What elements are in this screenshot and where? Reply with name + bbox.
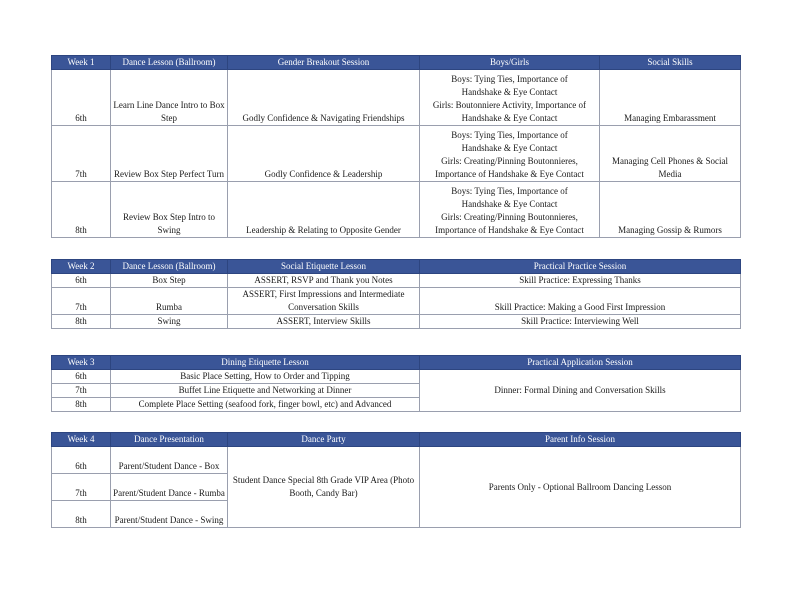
week4-presentation-header: Dance Presentation [111, 433, 228, 447]
week4-header-row [52, 433, 741, 447]
boys-girls-line: Boys: Tying Ties, Importance of [451, 74, 568, 84]
week3-schedule-table [51, 355, 741, 412]
dance-lesson-cell: Swing [111, 315, 228, 329]
parent-info-cell: Parents Only - Optional Ballroom Dancing Lesson [420, 447, 741, 528]
boys-girls-line: Handshake & Eye Contact [461, 87, 558, 97]
table-row [52, 126, 741, 182]
boys-girls-line: Girls: Boutonniere Activity, Importance of [432, 100, 587, 110]
dining-lesson-cell: Basic Place Setting, How to Order and Tipping [111, 370, 420, 384]
breakout-cell: Godly Confidence & Leadership [228, 126, 420, 182]
dining-lesson-cell: Buffet Line Etiquette and Networking at Dinner [111, 384, 420, 398]
dance-party-cell: Student Dance Special 8th Grade VIP Area (Photo Booth, Candy Bar) [228, 447, 420, 528]
etiquette-cell: ASSERT, First Impressions and Intermediate Conversation Skills [228, 288, 420, 315]
presentation-cell: Parent/Student Dance - Box [111, 447, 228, 474]
dance-lesson-cell: Box Step [111, 274, 228, 288]
table-row [52, 274, 741, 288]
grade-cell: 8th [52, 501, 111, 528]
application-cell: Dinner: Formal Dining and Conversation Skills [420, 370, 741, 412]
table-row [52, 182, 741, 238]
breakout-cell: Leadership & Relating to Opposite Gender [228, 182, 420, 238]
breakout-cell: Godly Confidence & Navigating Friendships [228, 70, 420, 126]
week1-breakout-header: Gender Breakout Session [228, 56, 420, 70]
presentation-cell: Parent/Student Dance - Rumba [111, 474, 228, 501]
week4-schedule-table [51, 432, 741, 528]
boys-girls-line: Boys: Tying Ties, Importance of [451, 130, 568, 140]
grade-cell: 7th [52, 288, 111, 315]
grade-cell: 6th [52, 370, 111, 384]
week1-week-header: Week 1 [52, 56, 111, 70]
social-skills-cell: Managing Gossip & Rumors [600, 182, 741, 238]
boys-girls-line: Importance of Handshake & Eye Contact [435, 169, 584, 179]
dining-lesson-cell: Complete Place Setting (seafood fork, finger bowl, etc) and Advanced [111, 398, 420, 412]
week3-header-row [52, 356, 741, 370]
practice-cell: Skill Practice: Expressing Thanks [420, 274, 741, 288]
grade-cell: 8th [52, 182, 111, 238]
week2-dance-header: Dance Lesson (Ballroom) [111, 260, 228, 274]
boys-girls-line: Handshake & Eye Contact [461, 143, 558, 153]
week3-dining-header: Dining Etiquette Lesson [111, 356, 420, 370]
boys-girls-cell [420, 70, 600, 126]
boys-girls-line: Handshake & Eye Contact [461, 199, 558, 209]
grade-cell: 7th [52, 126, 111, 182]
boys-girls-cell [420, 126, 600, 182]
week1-boys-girls-header: Boys/Girls [420, 56, 600, 70]
boys-girls-line: Handshake & Eye Contact [461, 113, 558, 123]
grade-cell: 6th [52, 70, 111, 126]
week2-schedule-table [51, 259, 741, 329]
week3-week-header: Week 3 [52, 356, 111, 370]
week1-header-row [52, 56, 741, 70]
practice-cell: Skill Practice: Making a Good First Impression [420, 288, 741, 315]
table-row [52, 447, 741, 474]
week1-social-header: Social Skills [600, 56, 741, 70]
boys-girls-line: Girls: Creating/Pinning Boutonnieres, [441, 212, 578, 222]
etiquette-cell: ASSERT, RSVP and Thank you Notes [228, 274, 420, 288]
boys-girls-line: Boys: Tying Ties, Importance of [451, 186, 568, 196]
dance-lesson-cell: Rumba [111, 288, 228, 315]
grade-cell: 8th [52, 398, 111, 412]
grade-cell: 6th [52, 274, 111, 288]
table-row [52, 315, 741, 329]
dance-lesson-cell: Learn Line Dance Intro to Box Step [111, 70, 228, 126]
boys-girls-cell [420, 182, 600, 238]
practice-cell: Skill Practice: Interviewing Well [420, 315, 741, 329]
week4-party-header: Dance Party [228, 433, 420, 447]
dance-lesson-cell: Review Box Step Perfect Turn [111, 126, 228, 182]
boys-girls-line: Importance of Handshake & Eye Contact [435, 225, 584, 235]
week4-parent-info-header: Parent Info Session [420, 433, 741, 447]
week2-practice-header: Practical Practice Session [420, 260, 741, 274]
week1-dance-header: Dance Lesson (Ballroom) [111, 56, 228, 70]
week1-schedule-table [51, 55, 741, 238]
table-row [52, 288, 741, 315]
week3-application-header: Practical Application Session [420, 356, 741, 370]
social-skills-cell: Managing Embarassment [600, 70, 741, 126]
week2-week-header: Week 2 [52, 260, 111, 274]
etiquette-cell: ASSERT, Interview Skills [228, 315, 420, 329]
grade-cell: 6th [52, 447, 111, 474]
grade-cell: 7th [52, 384, 111, 398]
social-skills-cell: Managing Cell Phones & Social Media [600, 126, 741, 182]
week2-etiquette-header: Social Etiquette Lesson [228, 260, 420, 274]
dance-lesson-cell: Review Box Step Intro to Swing [111, 182, 228, 238]
table-row [52, 370, 741, 384]
boys-girls-line: Girls: Creating/Pinning Boutonnieres, [441, 156, 578, 166]
week4-week-header: Week 4 [52, 433, 111, 447]
grade-cell: 8th [52, 315, 111, 329]
week2-header-row [52, 260, 741, 274]
table-row [52, 70, 741, 126]
presentation-cell: Parent/Student Dance - Swing [111, 501, 228, 528]
grade-cell: 7th [52, 474, 111, 501]
